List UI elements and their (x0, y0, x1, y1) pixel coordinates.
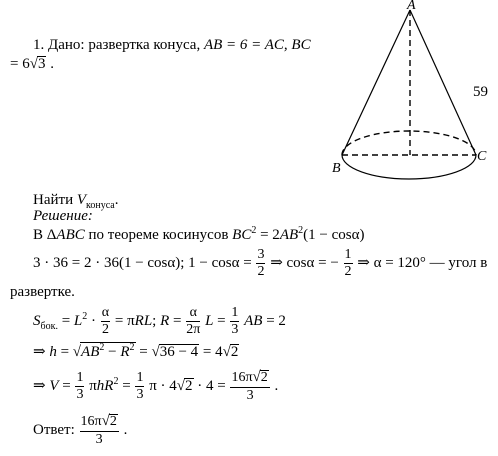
cone-right-generatrix (410, 10, 476, 155)
answer-line: Ответ: $\frac{16\pi√2}{3}$ . (33, 413, 128, 447)
volume-line: ⇒ V = $\frac{1}{3}$ πhR$^2$ = $\frac{1}{3}$ π · 4√2 · 4 = $\frac{16\pi√2}{3}$ . (33, 369, 279, 403)
cone-base-back (342, 131, 476, 155)
problem-statement-cont: = 6√3 . (10, 56, 54, 72)
problem-statement: 1. Дано: развертка конуса, AB = 6 = AC, BC (33, 37, 311, 53)
solution-heading: Решение: (33, 208, 93, 224)
answer-numerator: 16π√2 (80, 414, 119, 432)
height-line: ⇒ $h = √AB^2 - R^2 = √36 - 4 = 4√2$ (33, 342, 239, 360)
cone-figure (330, 0, 498, 185)
page-number: 59 (473, 84, 488, 100)
label-apex: A (407, 0, 416, 13)
cosine-theorem-line: В ΔABC по теореме косинусов $BC^2 = 2AB^2(1 - \cos\alpha)$ (33, 225, 365, 243)
lateral-area-line: $S_{бок.} = L^2$ · $\frac{\alpha}{2}$ = πRL; R = $\frac{\alpha}{2\pi}$ L = $\frac{1}{3}$ AB = 2 (33, 305, 286, 337)
find-line: Найти $V_{конуса}$. (33, 192, 119, 211)
calc-line: 3 · 36 = 2 · 36(1 − cosα); 1 − cosα = $\frac{3}{2}$ ⇒ cosα = − $\frac{1}{2}$ ⇒ α = 120° — угол в (33, 247, 488, 279)
cone-left-generatrix (342, 10, 410, 155)
cone-base-front (342, 155, 476, 179)
label-right: C (477, 149, 487, 164)
cone-body (342, 10, 476, 179)
label-left: B (332, 161, 341, 176)
calc-line-wrap: развертке. (10, 284, 75, 300)
